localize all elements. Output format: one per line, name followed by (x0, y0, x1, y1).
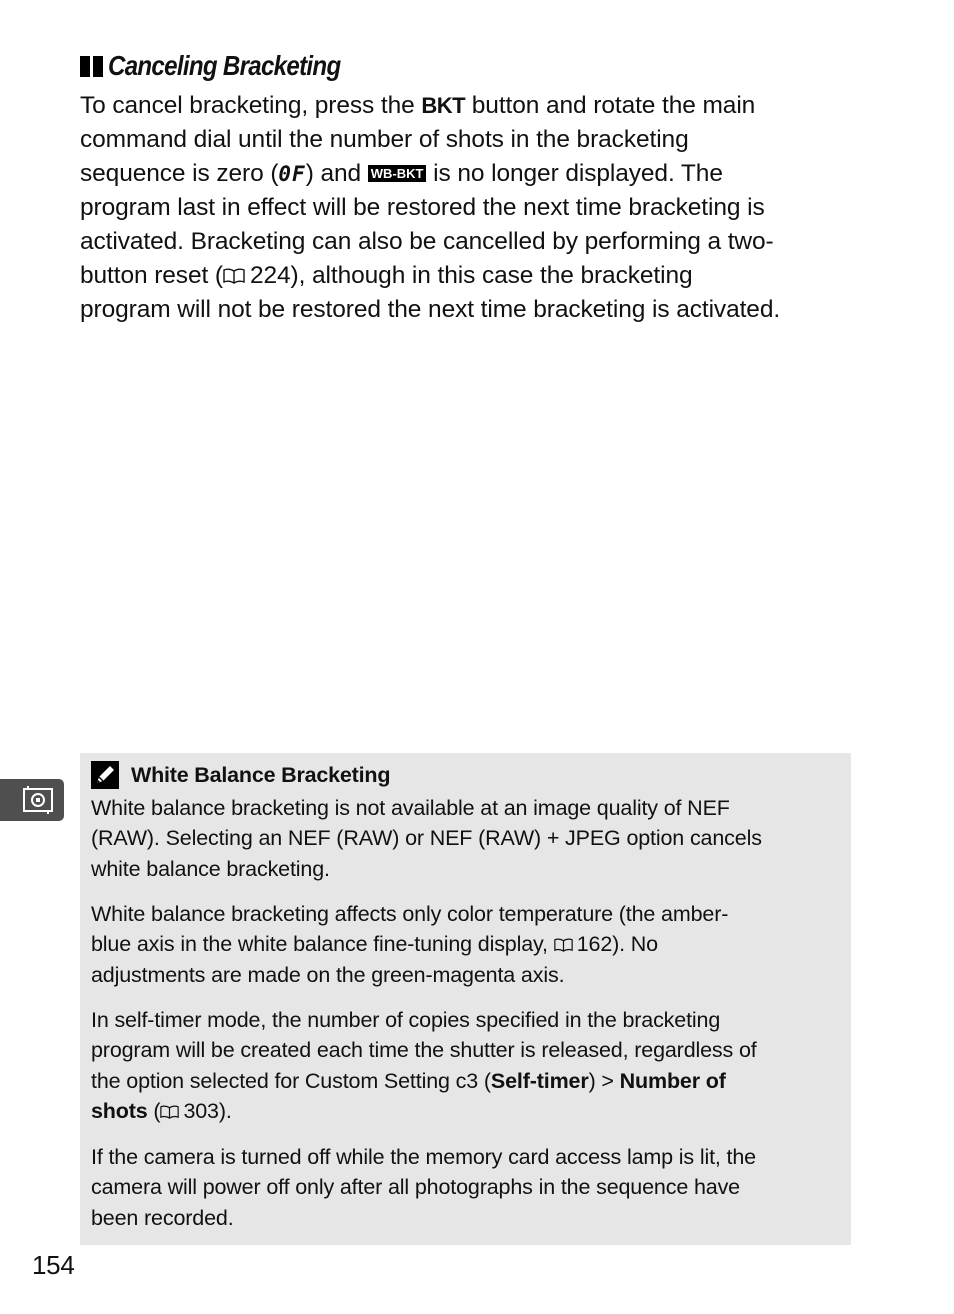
main-line-3: sequence is zero (0F) and WB-BKT is no longer displayed. The (80, 159, 723, 187)
note-header (91, 761, 390, 789)
wb-bkt-indicator-icon: WB-BKT (368, 165, 427, 182)
main-line-5: activated. Bracketing can also be cancelled by performing a two- (80, 228, 774, 256)
main-paragraph (80, 89, 880, 327)
page-reference[interactable]: 224 (249, 261, 291, 289)
note-paragraph-2: White balance bracketing affects only color temperature (the amber- blue axis in the white balance fine-tuning display, 162). No adjustments are made on the green-magenta axis. (91, 902, 729, 987)
off-display-symbol: 0F (278, 161, 306, 186)
bkt-button-label: BKT (421, 93, 466, 118)
note-title: White Balance Bracketing (131, 762, 391, 787)
page-number: 154 (32, 1250, 75, 1280)
book-icon (223, 268, 245, 284)
heading-title: Canceling Bracketing (108, 50, 341, 81)
note-paragraph-1: White balance bracketing is not available at an image quality of NEF (RAW). Selecting an NEF (RAW) or NEF (RAW) + JPEG option cancels white balance bracketing. (91, 796, 762, 881)
shooting-menu-icon (20, 786, 60, 814)
main-line-7: program will not be restored the next time bracketing is activated. (80, 295, 781, 323)
book-icon (160, 1105, 179, 1119)
book-icon (554, 938, 573, 952)
note-paragraph-4: If the camera is turned off while the memory card access lamp is lit, the camera will power off only after all photographs in the sequence have been recorded. (91, 1145, 756, 1230)
section-heading (80, 50, 378, 82)
main-line-1: To cancel bracketing, press the BKT button and rotate the main (80, 92, 756, 119)
note-paragraph-3: In self-timer mode, the number of copies specified in the bracketing program will be created each time the shutter is released, regardless of the option selected for Custom Setting c3 (Self-timer) > Number of shots ( 303). (91, 1008, 757, 1123)
section-side-tab (0, 779, 64, 821)
page-reference[interactable]: 162 (576, 932, 613, 957)
main-line-6: button reset ( 224), although in this case the bracketing (80, 261, 693, 289)
page-reference[interactable]: 303 (183, 1098, 219, 1123)
main-line-2: command dial until the number of shots in the bracketing (80, 125, 689, 153)
note-box (80, 753, 851, 1245)
main-line-4: program last in effect will be restored the next time bracketing is (80, 194, 765, 222)
double-bar-marker-icon (80, 56, 103, 77)
pencil-icon (91, 761, 119, 789)
